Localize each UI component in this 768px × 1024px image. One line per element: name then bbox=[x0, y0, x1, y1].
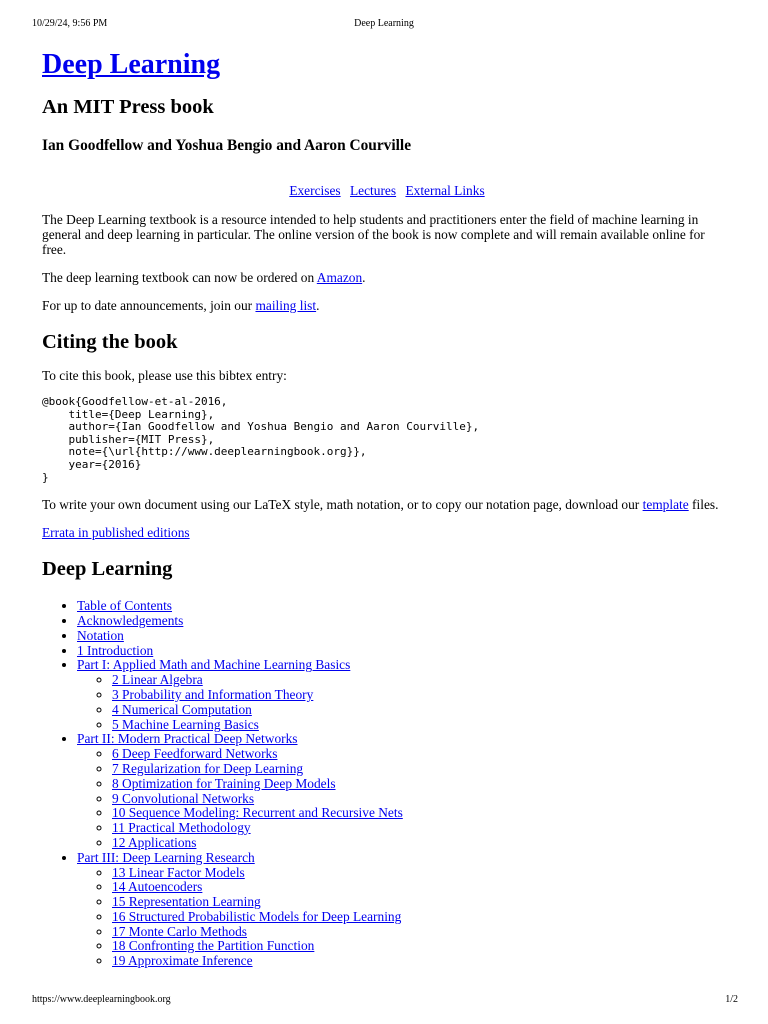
announce-end: . bbox=[316, 298, 320, 313]
toc-chapter bbox=[112, 792, 732, 807]
chapter-link[interactable]: 6 Deep Feedforward Networks bbox=[112, 746, 278, 762]
announce-text: For up to date announcements, join our bbox=[42, 298, 256, 313]
print-url: https://www.deeplearningbook.org bbox=[32, 994, 171, 1005]
template-link[interactable]: template bbox=[642, 497, 689, 513]
toc-part bbox=[77, 851, 732, 969]
toc-sublist bbox=[77, 673, 732, 732]
chapter-link[interactable]: 18 Confronting the Partition Function bbox=[112, 938, 315, 954]
toc-chapter bbox=[112, 925, 732, 940]
toc-chapter bbox=[112, 673, 732, 688]
chapter-link[interactable]: 9 Convolutional Networks bbox=[112, 790, 255, 806]
toc-link[interactable]: Acknowledgements bbox=[77, 612, 184, 628]
toc-chapter bbox=[112, 703, 732, 718]
toc-part bbox=[77, 732, 732, 850]
toc-list bbox=[42, 599, 732, 969]
order-end: . bbox=[362, 270, 366, 285]
chapter-link[interactable]: 17 Monte Carlo Methods bbox=[112, 923, 248, 939]
intro-paragraph: The Deep Learning textbook is a resource intended to help students and practitioners enter the field of machine learning in general and deep learning in particular. The online version of the book is now complete and will remain available online for free. bbox=[42, 212, 705, 257]
chapter-link[interactable]: 8 Optimization for Training Deep Models bbox=[112, 775, 336, 791]
toc-link[interactable]: Notation bbox=[77, 627, 124, 643]
toc-chapter bbox=[112, 910, 732, 925]
toc-item bbox=[77, 599, 732, 614]
template-paragraph bbox=[42, 497, 732, 512]
chapter-link[interactable]: 5 Machine Learning Basics bbox=[112, 716, 259, 732]
chapter-link[interactable]: 7 Regularization for Deep Learning bbox=[112, 760, 304, 776]
toc-chapter bbox=[112, 762, 732, 777]
toc-sublist bbox=[77, 747, 732, 851]
toc-chapter bbox=[112, 688, 732, 703]
order-text: The deep learning textbook can now be ordered on bbox=[42, 270, 317, 285]
toc-part-link[interactable]: Part III: Deep Learning Research bbox=[77, 849, 255, 865]
toc-chapter bbox=[112, 821, 732, 836]
toc-chapter bbox=[112, 777, 732, 792]
template-end: files. bbox=[688, 497, 719, 513]
toc-part-link[interactable]: Part I: Applied Math and Machine Learning Basics bbox=[77, 657, 351, 673]
print-date: 10/29/24, 9:56 PM bbox=[32, 18, 108, 29]
toc-chapter bbox=[112, 747, 732, 762]
template-text: To write your own document using our LaTeX style, math notation, or to copy our notation page, download our bbox=[42, 497, 643, 513]
errata-link[interactable]: Errata in published editions bbox=[42, 525, 190, 541]
citing-heading: Citing the book bbox=[42, 331, 178, 353]
chapter-link[interactable]: 3 Probability and Information Theory bbox=[112, 686, 314, 702]
toc-link[interactable]: 1 Introduction bbox=[77, 642, 154, 658]
print-footer bbox=[32, 993, 738, 1007]
page-title bbox=[42, 48, 732, 82]
announce-paragraph bbox=[42, 298, 732, 313]
chapter-link[interactable]: 19 Approximate Inference bbox=[112, 953, 253, 969]
chapter-link[interactable]: 4 Numerical Computation bbox=[112, 701, 252, 717]
book-subtitle: An MIT Press book bbox=[42, 96, 214, 118]
chapter-link[interactable]: 11 Practical Methodology bbox=[112, 820, 251, 836]
bibtex-entry: @book{Goodfellow-et-al-2016, title={Deep Learning}, author={Ian Goodfellow and Yoshua Bengio and Aaron Courville}, publisher={MIT Press}, note={\url{http://www.deeplearningbook.org}}, year={2016} } bbox=[42, 395, 480, 484]
amazon-link[interactable]: Amazon bbox=[316, 270, 363, 285]
book-authors: Ian Goodfellow and Yoshua Bengio and Aaron Courville bbox=[42, 137, 412, 154]
toc-heading: Deep Learning bbox=[42, 558, 173, 581]
exercises-link[interactable]: Exercises bbox=[289, 183, 341, 198]
toc-chapter bbox=[112, 939, 732, 954]
top-nav-links bbox=[42, 183, 732, 199]
toc-chapter bbox=[112, 895, 732, 910]
toc-chapter bbox=[112, 866, 732, 881]
toc-item bbox=[77, 614, 732, 629]
toc-item bbox=[77, 644, 732, 659]
toc-part bbox=[77, 658, 732, 732]
chapter-link[interactable]: 2 Linear Algebra bbox=[112, 672, 203, 688]
chapter-link[interactable]: 10 Sequence Modeling: Recurrent and Recursive Nets bbox=[112, 805, 403, 821]
toc-chapter bbox=[112, 836, 732, 851]
mailing-list-link[interactable]: mailing list bbox=[255, 298, 317, 313]
toc-link[interactable]: Table of Contents bbox=[77, 598, 173, 614]
toc-chapter bbox=[112, 880, 732, 895]
external-links-link[interactable]: External Links bbox=[405, 183, 485, 198]
print-title: Deep Learning bbox=[354, 18, 414, 29]
toc-sublist bbox=[77, 866, 732, 970]
toc-chapter bbox=[112, 954, 732, 969]
citing-intro: To cite this book, please use this bibtex entry: bbox=[42, 368, 287, 383]
chapter-link[interactable]: 14 Autoencoders bbox=[112, 879, 203, 895]
page-content bbox=[42, 48, 732, 969]
print-header bbox=[32, 17, 736, 31]
toc-item bbox=[77, 629, 732, 644]
order-paragraph bbox=[42, 270, 732, 285]
chapter-link[interactable]: 16 Structured Probabilistic Models for Deep Learning bbox=[112, 908, 402, 924]
errata-paragraph bbox=[42, 525, 732, 540]
toc-chapter bbox=[112, 718, 732, 733]
title-link[interactable]: Deep Learning bbox=[42, 49, 221, 80]
chapter-link[interactable]: 12 Applications bbox=[112, 834, 197, 850]
lectures-link[interactable]: Lectures bbox=[349, 183, 397, 198]
toc-chapter bbox=[112, 806, 732, 821]
chapter-link[interactable]: 15 Representation Learning bbox=[112, 894, 261, 910]
toc-part-link[interactable]: Part II: Modern Practical Deep Networks bbox=[77, 731, 298, 747]
chapter-link[interactable]: 13 Linear Factor Models bbox=[112, 864, 245, 880]
print-page-number: 1/2 bbox=[725, 994, 738, 1005]
